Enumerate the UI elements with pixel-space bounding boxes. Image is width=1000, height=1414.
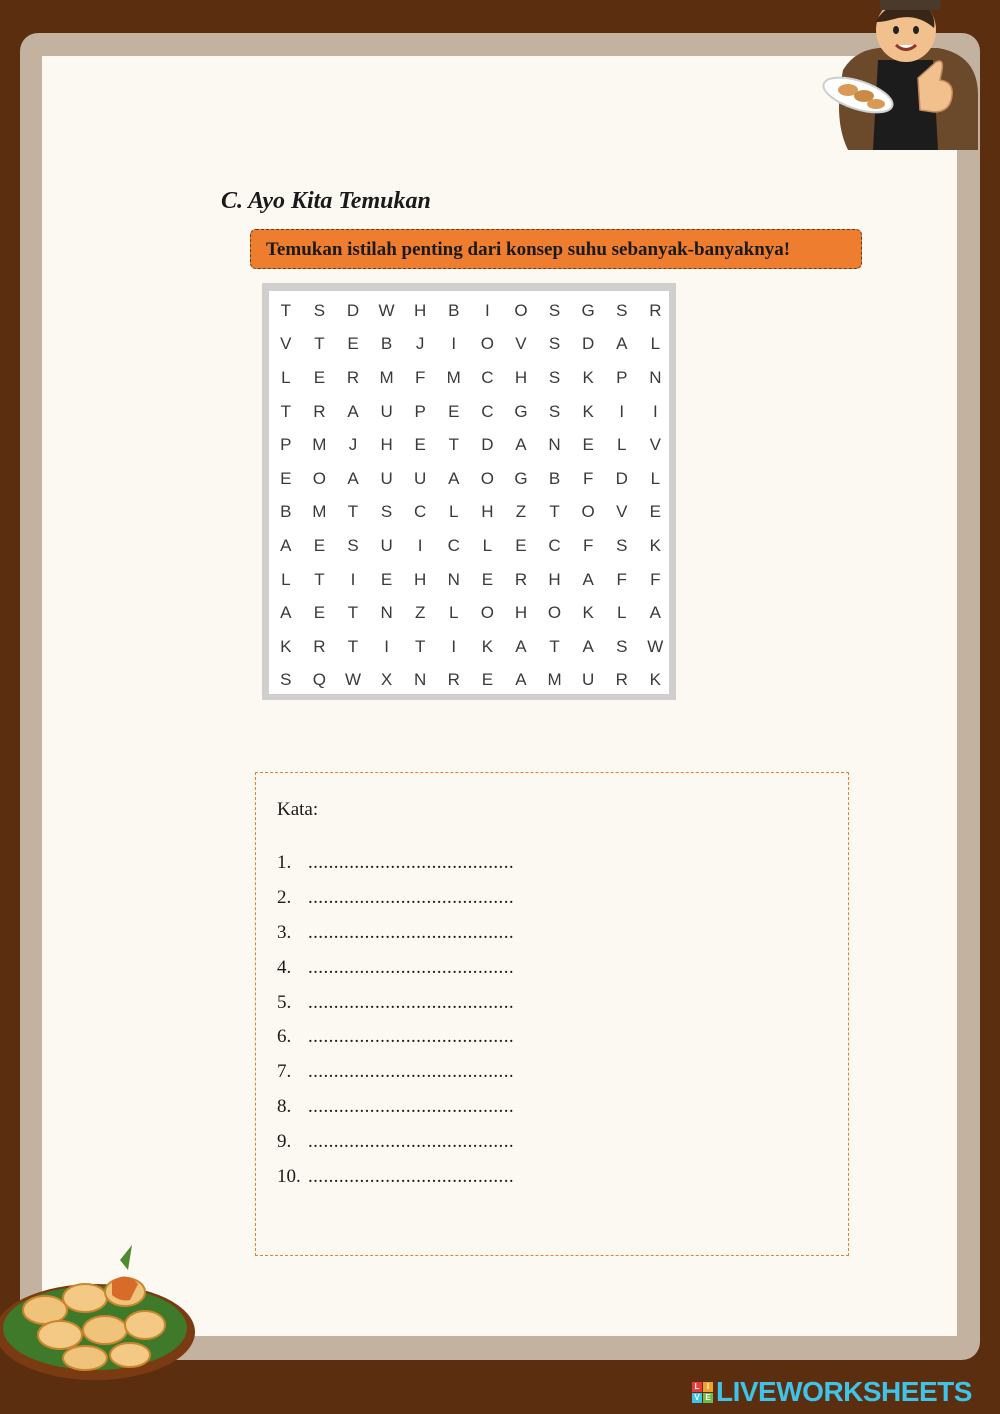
grid-letter[interactable]: S (380, 502, 393, 522)
grid-letter[interactable]: P (280, 435, 292, 455)
grid-letter[interactable]: R (447, 670, 460, 690)
grid-letter[interactable]: T (347, 502, 359, 522)
answer-blank[interactable]: ........................................ (308, 1130, 514, 1152)
answer-number: 5. (277, 991, 292, 1013)
grid-letter[interactable]: F (414, 367, 426, 387)
grid-letter[interactable]: S (616, 300, 628, 320)
grid-letter[interactable]: M (446, 367, 461, 387)
grid-letter[interactable]: L (449, 603, 459, 623)
grid-letter[interactable]: W (647, 636, 664, 656)
grid-letter[interactable]: A (280, 603, 292, 623)
grid-letter[interactable]: N (380, 603, 393, 623)
grid-letter[interactable]: S (313, 300, 326, 320)
grid-letter[interactable]: O (581, 502, 595, 522)
answer-row (277, 985, 514, 1020)
grid-letter[interactable]: E (448, 401, 460, 421)
answer-number: 1. (277, 852, 292, 874)
grid-letter[interactable]: E (313, 367, 326, 387)
grid-letter[interactable]: M (312, 502, 327, 522)
grid-letter[interactable]: L (617, 435, 627, 455)
grid-letter[interactable]: F (582, 468, 594, 488)
grid-letter[interactable]: V (280, 334, 292, 354)
answer-number: 6. (277, 1026, 292, 1048)
grid-letter[interactable]: M (379, 367, 394, 387)
answer-blank[interactable]: ........................................ (308, 1026, 514, 1048)
grid-letter[interactable]: R (615, 670, 628, 690)
answer-blank[interactable]: ........................................ (308, 1165, 514, 1187)
answer-row (277, 1124, 514, 1159)
grid-letter[interactable]: T (347, 636, 359, 656)
grid-letter[interactable]: S (347, 535, 359, 555)
grid-letter[interactable]: N (414, 670, 427, 690)
grid-letter[interactable]: W (344, 670, 361, 690)
grid-letter[interactable]: I (451, 334, 457, 354)
grid-letter[interactable]: S (548, 401, 561, 421)
grid-letter[interactable]: T (448, 435, 459, 455)
grid-letter[interactable]: L (617, 603, 627, 623)
grid-letter[interactable]: A (448, 468, 460, 488)
grid-letter[interactable]: T (280, 300, 291, 320)
grid-letter[interactable]: E (582, 435, 594, 455)
bakpia-food-illustration (0, 1240, 200, 1390)
grid-letter[interactable]: I (619, 401, 625, 421)
grid-letter[interactable]: L (281, 367, 291, 387)
answer-row (277, 881, 514, 916)
grid-letter[interactable]: A (582, 569, 594, 589)
grid-letter[interactable]: C (447, 535, 460, 555)
grid-letter[interactable]: O (480, 334, 494, 354)
grid-letter[interactable]: S (616, 636, 628, 656)
grid-letter[interactable]: U (582, 670, 595, 690)
answer-blank[interactable]: ........................................ (308, 852, 514, 874)
grid-letter[interactable]: D (582, 334, 595, 354)
grid-letter[interactable]: I (484, 300, 490, 320)
grid-letter[interactable]: X (380, 670, 393, 690)
grid-letter[interactable]: V (515, 334, 527, 354)
grid-letter[interactable]: R (649, 300, 662, 320)
answer-row (277, 1055, 514, 1090)
grid-letter[interactable]: C (414, 502, 427, 522)
grid-letter[interactable]: H (481, 502, 494, 522)
answer-row (277, 950, 514, 985)
grid-letter[interactable]: A (649, 603, 661, 623)
grid-letter[interactable]: U (414, 468, 427, 488)
grid-letter[interactable]: E (515, 535, 527, 555)
grid-letter[interactable]: R (313, 401, 326, 421)
grid-letter[interactable]: O (514, 300, 528, 320)
grid-letter[interactable]: E (414, 435, 426, 455)
grid-letter[interactable]: M (312, 435, 327, 455)
grid-letter[interactable]: G (581, 300, 595, 320)
grid-letter[interactable]: K (649, 670, 661, 690)
boy-mascot-illustration (818, 0, 988, 160)
answer-number: 3. (277, 921, 292, 943)
grid-letter[interactable]: I (451, 636, 457, 656)
grid-letter[interactable]: T (280, 401, 291, 421)
grid-letter[interactable]: H (414, 300, 427, 320)
grid-letter[interactable]: T (314, 569, 325, 589)
grid-letter[interactable]: I (652, 401, 658, 421)
grid-letter[interactable]: K (582, 401, 594, 421)
grid-letter[interactable]: S (548, 367, 561, 387)
grid-letter[interactable]: Q (312, 670, 326, 690)
grid-letter[interactable]: B (280, 502, 292, 522)
word-search-grid (269, 294, 672, 697)
grid-letter[interactable]: N (447, 569, 460, 589)
grid-letter[interactable]: K (649, 535, 661, 555)
grid-row (269, 563, 672, 597)
grid-letter[interactable]: D (346, 300, 360, 320)
grid-letter[interactable]: Z (414, 603, 426, 623)
grid-letter[interactable]: O (480, 603, 494, 623)
grid-letter[interactable]: E (280, 468, 292, 488)
answer-number: 8. (277, 1095, 292, 1117)
grid-letter[interactable]: K (582, 603, 594, 623)
grid-letter[interactable]: N (548, 435, 561, 455)
grid-letter[interactable]: U (380, 401, 393, 421)
grid-letter[interactable]: O (480, 468, 494, 488)
grid-letter[interactable]: G (514, 468, 528, 488)
answer-row (277, 1090, 514, 1125)
brand-text: LIVEWORKSHEETS (716, 1376, 972, 1407)
grid-letter[interactable]: A (515, 636, 527, 656)
grid-letter[interactable]: M (547, 670, 562, 690)
grid-row (269, 361, 672, 395)
grid-letter[interactable]: E (481, 670, 494, 690)
grid-row (269, 294, 672, 328)
grid-letter[interactable]: H (380, 435, 393, 455)
grid-letter[interactable]: A (616, 334, 628, 354)
section-title: C. Ayo Kita Temukan (221, 188, 431, 214)
grid-letter[interactable]: V (649, 435, 661, 455)
answer-label: Kata: (277, 799, 319, 820)
grid-letter[interactable]: B (548, 468, 561, 488)
grid-letter[interactable]: R (514, 569, 528, 589)
grid-row (269, 462, 672, 496)
grid-row (269, 596, 672, 630)
grid-letter[interactable]: C (481, 401, 494, 421)
grid-row (269, 630, 672, 664)
grid-row (269, 428, 672, 462)
grid-letter[interactable]: F (616, 569, 627, 589)
grid-letter[interactable]: W (378, 300, 395, 320)
grid-letter[interactable]: A (280, 535, 292, 555)
grid-letter[interactable]: E (313, 535, 326, 555)
grid-letter[interactable]: C (548, 535, 561, 555)
brand-logo-letter: I (703, 1382, 713, 1392)
grid-letter[interactable]: E (649, 502, 661, 522)
grid-letter[interactable]: L (281, 569, 291, 589)
grid-row (269, 496, 672, 530)
instruction-banner: Temukan istilah penting dari konsep suhu sebanyak-banyaknya! (250, 229, 862, 269)
grid-letter[interactable]: Z (515, 502, 527, 522)
answer-blank[interactable]: ........................................ (308, 921, 514, 943)
answer-blank[interactable]: ........................................ (308, 956, 514, 978)
grid-letter[interactable]: D (615, 468, 628, 488)
grid-letter[interactable]: H (514, 603, 528, 623)
grid-letter[interactable]: U (380, 468, 393, 488)
answer-blank[interactable]: ........................................ (308, 1095, 514, 1117)
grid-letter[interactable]: S (280, 670, 292, 690)
grid-letter[interactable]: E (313, 603, 326, 623)
brand-logo-letter: V (692, 1393, 702, 1403)
grid-row (269, 664, 672, 698)
grid-row (269, 529, 672, 563)
grid-letter[interactable]: N (649, 367, 662, 387)
answer-blank[interactable]: ........................................ (308, 1061, 514, 1083)
grid-letter[interactable]: T (549, 636, 560, 656)
answer-list (277, 846, 514, 1194)
grid-letter[interactable]: T (347, 603, 359, 623)
grid-row (269, 328, 672, 362)
grid-letter[interactable]: U (380, 535, 393, 555)
grid-letter[interactable]: B (448, 300, 460, 320)
grid-letter[interactable]: K (481, 636, 494, 656)
grid-letter[interactable]: T (549, 502, 560, 522)
grid-letter[interactable]: E (380, 569, 393, 589)
brand-logo-icon (692, 1382, 713, 1403)
grid-letter[interactable]: S (616, 535, 628, 555)
answer-row (277, 846, 514, 881)
grid-letter[interactable]: J (415, 334, 425, 354)
grid-letter[interactable]: P (616, 367, 628, 387)
grid-letter[interactable]: L (482, 535, 493, 555)
grid-letter[interactable]: J (348, 435, 358, 455)
grid-letter[interactable]: E (347, 334, 359, 354)
grid-letter[interactable]: A (515, 670, 527, 690)
grid-letter[interactable]: H (514, 367, 528, 387)
grid-letter[interactable]: K (582, 367, 594, 387)
brand-logo-letter: E (703, 1393, 713, 1403)
answer-row (277, 1020, 514, 1055)
grid-letter[interactable]: P (414, 401, 426, 421)
grid-letter[interactable]: A (515, 435, 527, 455)
grid-letter[interactable]: H (548, 569, 561, 589)
grid-letter[interactable]: B (380, 334, 393, 354)
grid-letter[interactable]: E (481, 569, 494, 589)
grid-letter[interactable]: O (547, 603, 562, 623)
grid-letter[interactable]: K (280, 636, 292, 656)
brand-logo-letter: L (692, 1382, 702, 1392)
grid-letter[interactable]: L (449, 502, 459, 522)
grid-letter[interactable]: R (346, 367, 360, 387)
answer-number: 4. (277, 956, 292, 978)
grid-letter[interactable]: V (616, 502, 628, 522)
grid-row (269, 395, 672, 429)
grid-letter[interactable]: G (514, 401, 528, 421)
grid-letter[interactable]: D (481, 435, 494, 455)
answer-number: 7. (277, 1061, 292, 1083)
answer-row (277, 1159, 514, 1194)
grid-letter[interactable]: S (548, 334, 561, 354)
grid-letter[interactable]: R (313, 636, 326, 656)
grid-letter[interactable]: O (312, 468, 326, 488)
grid-letter[interactable]: T (414, 636, 426, 656)
grid-letter[interactable]: H (414, 569, 427, 589)
grid-letter[interactable]: F (650, 569, 661, 589)
grid-letter[interactable]: T (314, 334, 325, 354)
grid-letter[interactable]: L (650, 468, 661, 488)
grid-letter[interactable]: F (582, 535, 594, 555)
grid-letter[interactable]: I (350, 569, 356, 589)
answer-blank[interactable]: ........................................ (308, 887, 514, 909)
liveworksheets-logo (692, 1376, 972, 1408)
answer-number: 9. (277, 1130, 292, 1152)
answer-number: 10. (277, 1165, 301, 1187)
grid-letter[interactable]: L (650, 334, 661, 354)
grid-letter[interactable]: A (582, 636, 594, 656)
grid-letter[interactable]: I (384, 636, 389, 656)
grid-letter[interactable]: I (417, 535, 423, 555)
answer-number: 2. (277, 887, 292, 909)
grid-letter[interactable]: S (548, 300, 561, 320)
grid-letter[interactable]: C (481, 367, 494, 387)
grid-letter[interactable]: A (347, 468, 359, 488)
answer-blank[interactable]: ........................................ (308, 991, 514, 1013)
grid-letter[interactable]: A (347, 401, 359, 421)
answer-row (277, 916, 514, 951)
